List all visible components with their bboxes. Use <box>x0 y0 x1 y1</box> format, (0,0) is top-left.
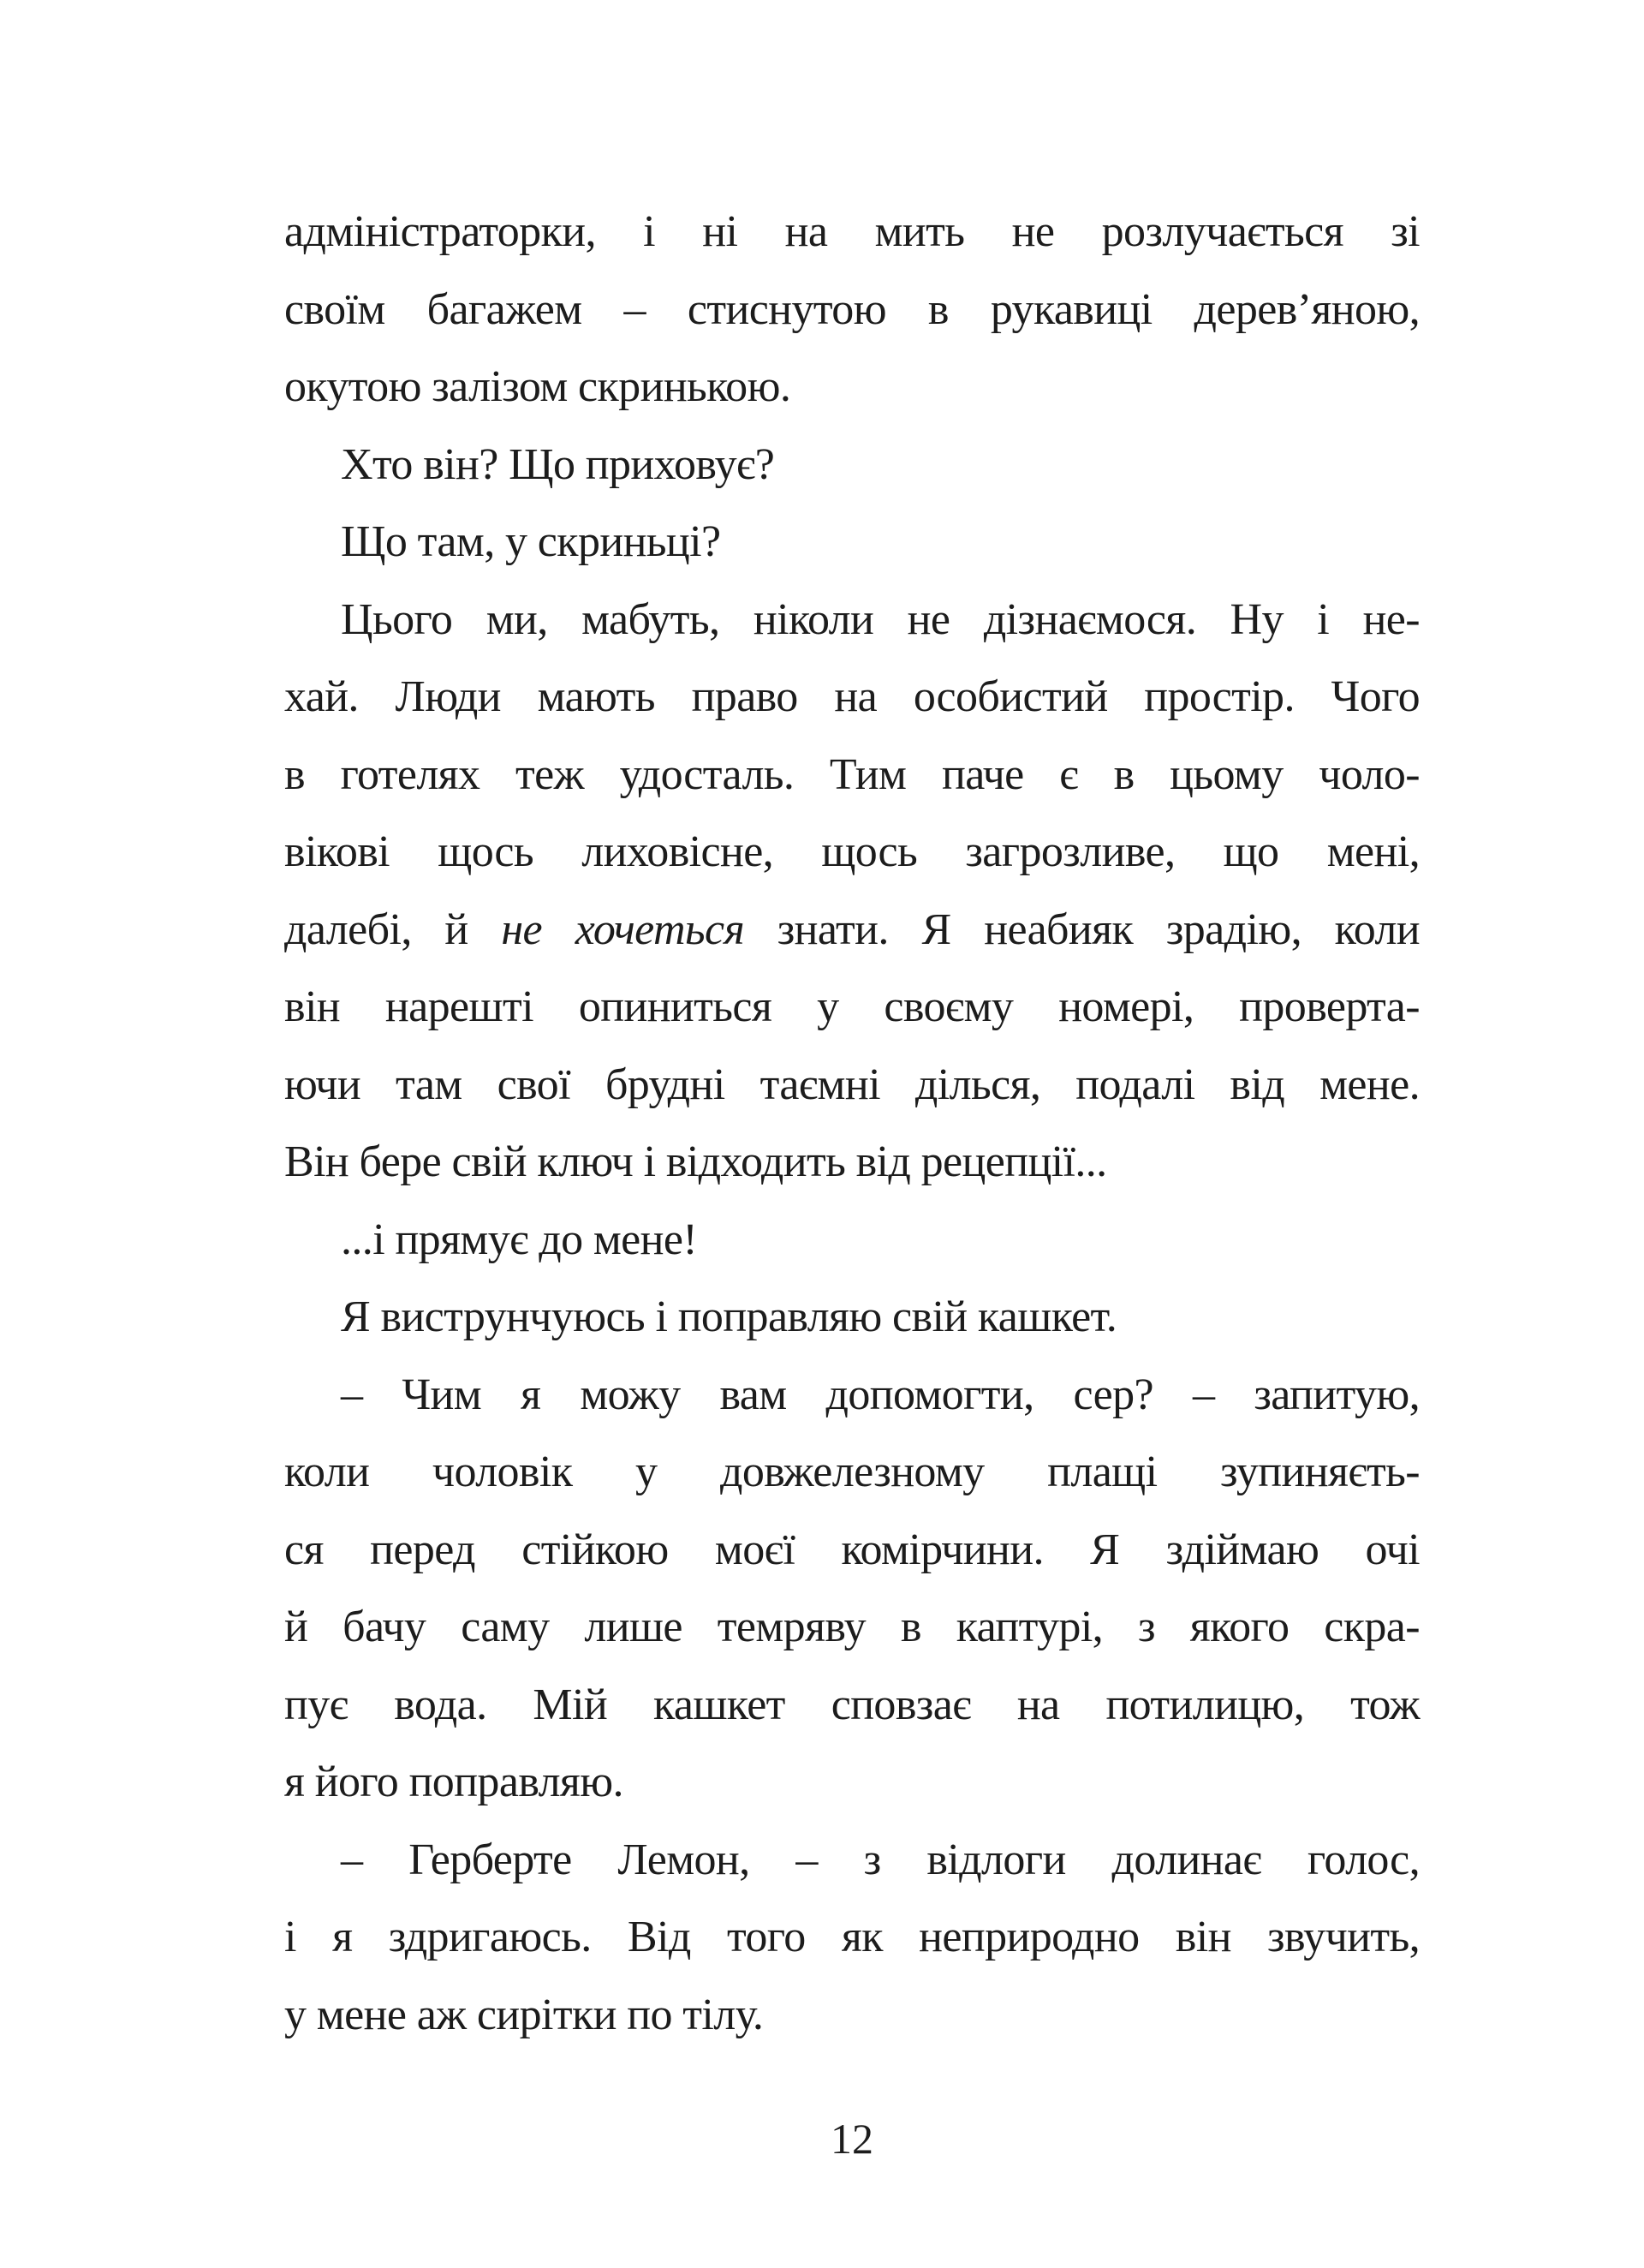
text-line-7: хай. Люди мають право на особистий простір. Чого <box>284 672 1420 721</box>
text-line-22: – Герберте Лемон, – з відлоги долинає голос, <box>341 1835 1420 1884</box>
italic-emphasis: не хочеться <box>501 904 745 954</box>
text-line-2: своїм багажем – стиснутою в рукавиці дерев’яною, <box>284 284 1420 334</box>
text-line-4: Хто він? Що приховує? <box>341 439 775 489</box>
page-number: 12 <box>831 2115 873 2163</box>
text-line-6: Цього ми, мабуть, ніколи не дізнаємося. Ну і не- <box>341 594 1420 644</box>
text-line-13: Він бере свій ключ і відходить від рецепції... <box>284 1137 1107 1186</box>
text-line-24: у мене аж сирітки по тілу. <box>284 1990 764 2039</box>
text-line-11: він нарешті опиниться у своєму номері, проверта- <box>284 982 1420 1031</box>
text-line-14: ...і прямує до мене! <box>341 1215 698 1264</box>
text-line-10-after: знати. Я неабияк зрадію, коли <box>744 904 1420 954</box>
text-line-15: Я виструнчуюсь і поправляю свій кашкет. <box>341 1292 1117 1341</box>
text-line-5: Що там, у скриньці? <box>341 517 721 566</box>
text-line-10-before: далебі, й <box>284 904 502 954</box>
text-line-3: окутою залізом скринькою. <box>284 362 791 411</box>
text-line-18: ся перед стійкою моєї комірчини. Я здіймаю очі <box>284 1525 1420 1574</box>
text-line-12: ючи там свої брудні таємні ділься, подалі від мене. <box>284 1059 1420 1109</box>
text-line-23: і я здригаюсь. Від того як неприродно він звучить, <box>284 1913 1420 1961</box>
text-line-19: й бачу саму лише темряву в каптурі, з якого скра- <box>284 1603 1420 1651</box>
text-line-1: адміністраторки, і ні на мить не розлучається зі <box>284 207 1420 256</box>
text-line-17: коли чоловік у довжелезному плащі зупиняєть- <box>284 1447 1420 1496</box>
text-line-10 <box>284 892 1420 970</box>
text-line-9: вікові щось лиховісне, щось загрозливе, що мені, <box>284 827 1420 876</box>
text-line-21: я його поправляю. <box>284 1758 623 1806</box>
text-line-20: пує вода. Мій кашкет сповзає на потилицю, тож <box>284 1680 1420 1729</box>
text-line-16: – Чим я можу вам допомогти, сер? – запитую, <box>341 1370 1420 1419</box>
body-text <box>284 194 1420 2054</box>
text-line-8: в готелях теж удосталь. Тим паче є в цьому чоло- <box>284 749 1420 799</box>
